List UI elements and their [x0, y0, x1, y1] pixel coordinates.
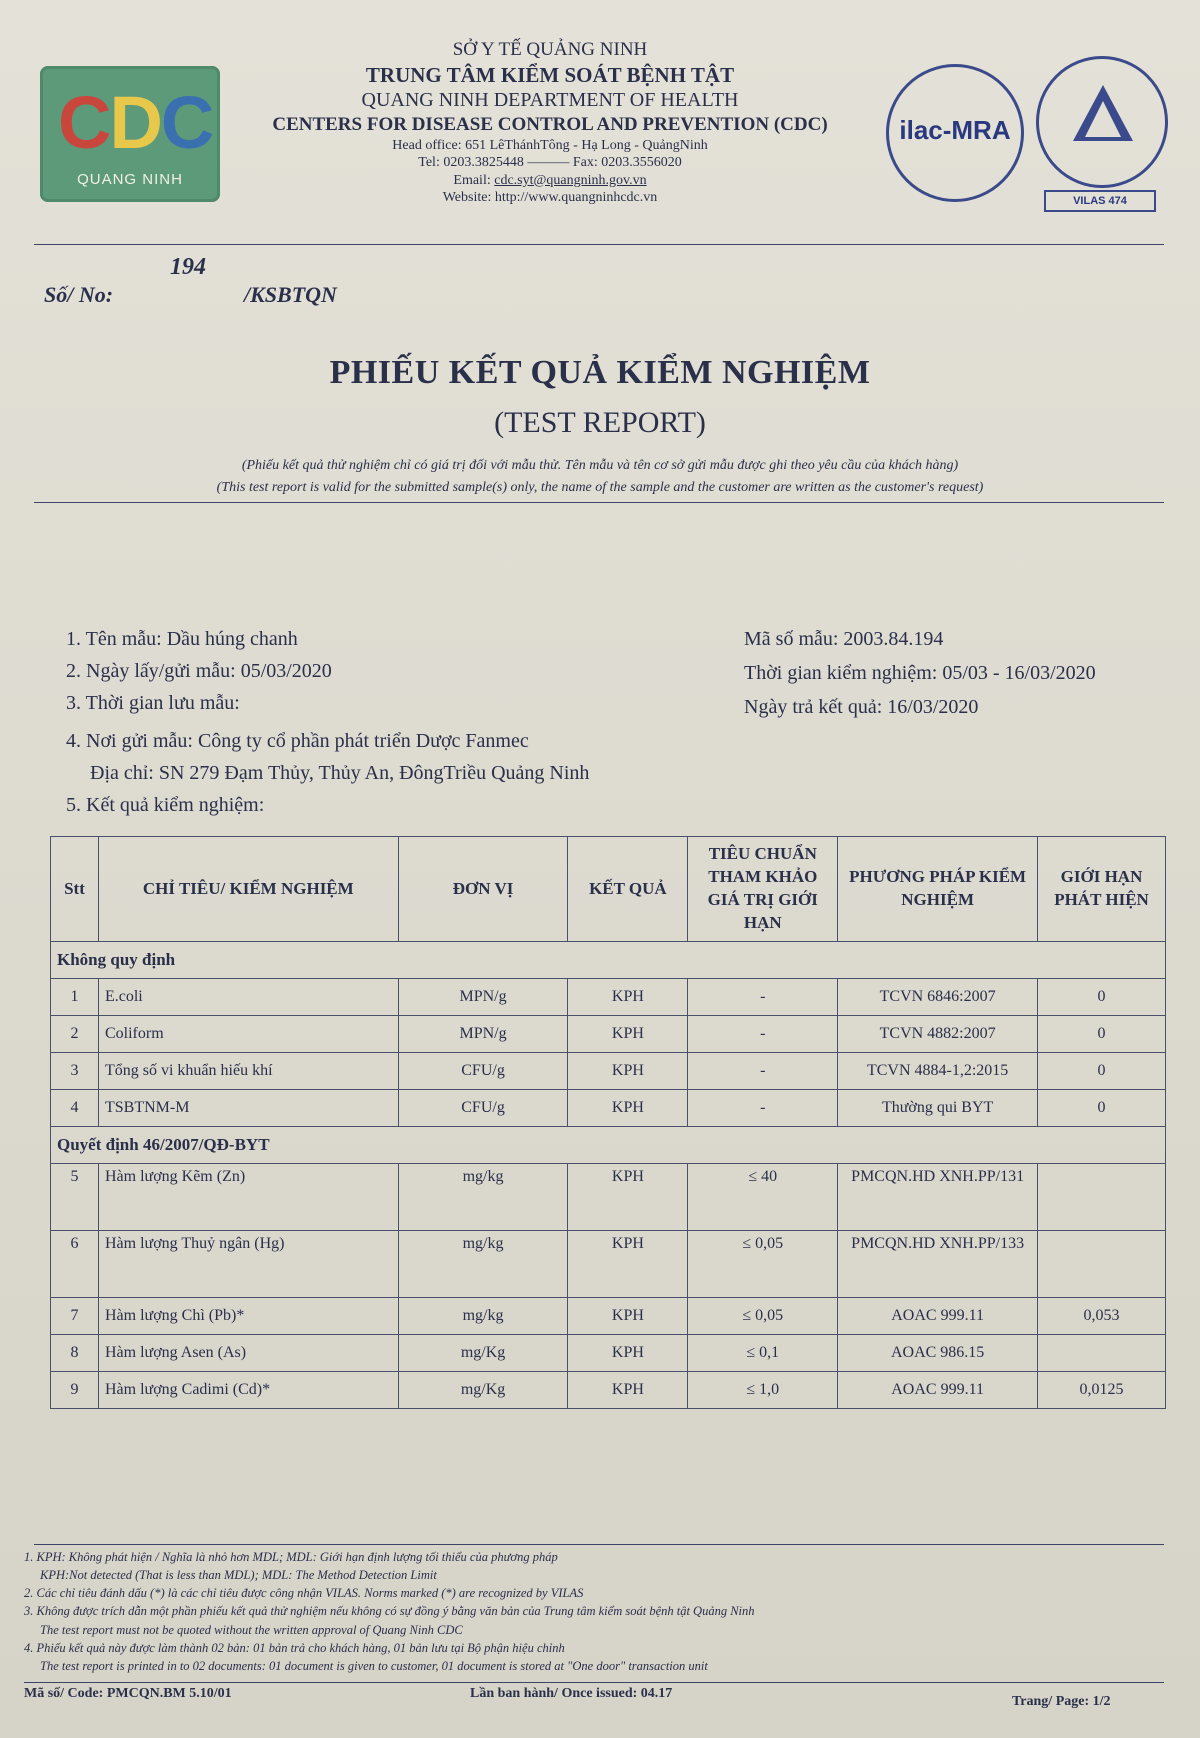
- document-number-label: Số/ No:: [44, 282, 114, 307]
- phone-fax: Tel: 0203.3825448 ——— Fax: 0203.3556020: [418, 155, 682, 171]
- footnote-4-en: The test report is printed in to 02 documents: 01 document is given to customer, 01 document is stored at "One door" transaction unit: [40, 1658, 708, 1673]
- storage-time: 3. Thời gian lưu mẫu:: [66, 692, 240, 714]
- table-row: 6 Hàm lượng Thuỷ ngân (Hg) mg/kg KPH ≤ 0,05 PMCQN.HD XNH.PP/133: [51, 1231, 1166, 1298]
- section-row: Không quy định: [51, 942, 1166, 979]
- results-label: 5. Kết quả kiểm nghiệm:: [66, 794, 265, 816]
- col-header-method: PHƯƠNG PHÁP KIỂM NGHIỆM: [838, 837, 1038, 942]
- note-divider: [34, 502, 1164, 503]
- ilac-mra-seal: [886, 64, 1024, 202]
- boa-accreditation-seal: [1036, 56, 1168, 188]
- cdc-logo: [40, 66, 220, 202]
- center-name: TRUNG TÂM KIỂM SOÁT BỆNH TẬT: [365, 62, 735, 87]
- bottom-divider: [24, 1682, 1164, 1683]
- sample-code: Mã số mẫu: 2003.84.194: [744, 628, 944, 650]
- sample-name: 1. Tên mẫu: Dầu húng chanh: [66, 628, 298, 650]
- return-date: Ngày trả kết quả: 16/03/2020: [744, 696, 979, 718]
- sample-date: 2. Ngày lấy/gửi mẫu: 05/03/2020: [66, 660, 332, 682]
- table-row: 2 Coliform MPN/g KPH - TCVN 4882:2007 0: [51, 1016, 1166, 1053]
- ilac-mra-text: ilac-MRA: [899, 115, 1011, 145]
- results-table: [50, 836, 1166, 1409]
- organization-header: [230, 38, 870, 207]
- footer-divider: [34, 1544, 1164, 1545]
- col-header-indicator: CHỈ TIÊU/ KIỂM NGHIỆM: [98, 837, 398, 942]
- accreditation-triangle-icon: [1073, 85, 1133, 141]
- department-name: SỞ Y TẾ QUẢNG NINH: [452, 39, 648, 60]
- table-row: 9 Hàm lượng Cadimi (Cd)* mg/Kg KPH ≤ 1,0 AOAC 999.11 0,0125: [51, 1372, 1166, 1409]
- validity-note-vi: (Phiếu kết quả thử nghiệm chỉ có giá trị đối với mẫu thử. Tên mẫu và tên cơ sở gửi mẫu được ghi theo yêu cầu của khách hàng): [241, 458, 959, 473]
- email-line: Email: cdc.syt@quangninh.gov.vn: [453, 172, 647, 188]
- head-office: Head office: 651 LêThánhTông - Hạ Long - QuảngNinh: [392, 137, 708, 153]
- document-number-value: 194: [170, 254, 206, 280]
- test-period: Thời gian kiểm nghiệm: 05/03 - 16/03/2020: [744, 662, 1096, 684]
- page-number: Trang/ Page: 1/2: [1012, 1694, 1111, 1709]
- form-code: Mã số/ Code: PMCQN.BM 5.10/01: [24, 1686, 232, 1701]
- table-row: 4 TSBTNM-M CFU/g KPH - Thường qui BYT 0: [51, 1090, 1166, 1127]
- center-name-en: CENTERS FOR DISEASE CONTROL AND PREVENTION (CDC): [272, 114, 828, 135]
- col-header-detection-limit: GIỚI HẠN PHÁT HIỆN: [1038, 837, 1166, 942]
- table-row: 8 Hàm lượng Asen (As) mg/Kg KPH ≤ 0,1 AOAC 986.15: [51, 1335, 1166, 1372]
- table-row: 1 E.coli MPN/g KPH - TCVN 6846:2007 0: [51, 979, 1166, 1016]
- sender: 4. Nơi gửi mẫu: Công ty cổ phần phát triển Dược Fanmec: [66, 730, 529, 752]
- cdc-logo-subtitle: QUANG NINH: [77, 171, 183, 188]
- table-header-row: [51, 837, 1166, 942]
- footnote-3: 3. Không được trích dẫn một phần phiếu kết quả thử nghiệm nếu không có sự đồng ý bằng văn bản của Trung tâm kiểm soát bệnh tật Quảng Ninh: [24, 1604, 755, 1619]
- website-line: Website: http://www.quangninhcdc.vn: [442, 190, 658, 206]
- validity-note-en: (This test report is valid for the submitted sample(s) only, the name of the sample and the customer are written as the customer's request): [216, 480, 984, 495]
- sender-address: Địa chỉ: SN 279 Đạm Thủy, Thủy An, ĐôngTriều Quảng Ninh: [90, 762, 590, 784]
- page-subtitle: (TEST REPORT): [494, 406, 706, 439]
- col-header-unit: ĐƠN VỊ: [398, 837, 568, 942]
- department-name-en: QUANG NINH DEPARTMENT OF HEALTH: [361, 89, 739, 111]
- footnotes: [24, 1548, 1164, 1675]
- col-header-result: KẾT QUẢ: [568, 837, 688, 942]
- footnote-2: 2. Các chỉ tiêu đánh dấu (*) là các chỉ tiêu được công nhận VILAS. Norms marked (*) are recognized by VILAS: [24, 1586, 584, 1601]
- page-title: PHIẾU KẾT QUẢ KIỂM NGHIỆM: [329, 354, 871, 391]
- col-header-limit: TIÊU CHUẨN THAM KHẢO GIÁ TRỊ GIỚI HẠN: [688, 837, 838, 942]
- vilas-label: VILAS 474: [1044, 190, 1156, 212]
- col-header-stt: Stt: [51, 837, 99, 942]
- email-link[interactable]: cdc.syt@quangninh.gov.vn: [494, 172, 647, 188]
- header-divider: [34, 244, 1164, 245]
- fax: Fax: 0203.3556020: [572, 155, 682, 171]
- footnote-1: 1. KPH: Không phát hiện / Nghĩa là nhỏ hơn MDL; MDL: Giới hạn định lượng tối thiểu của phương pháp: [24, 1550, 558, 1564]
- table-row: 3 Tổng số vi khuẩn hiếu khí CFU/g KPH - TCVN 4884-1,2:2015 0: [51, 1053, 1166, 1090]
- website-link[interactable]: http://www.quangninhcdc.vn: [494, 190, 658, 206]
- footnote-3-en: The test report must not be quoted without the written approval of Quang Ninh CDC: [40, 1622, 463, 1637]
- table-row: 5 Hàm lượng Kẽm (Zn) mg/kg KPH ≤ 40 PMCQN.HD XNH.PP/131: [51, 1164, 1166, 1231]
- cdc-logo-letters: CDC: [58, 81, 213, 164]
- footnote-1-en: KPH:Not detected (That is less than MDL); MDL: The Method Detection Limit: [40, 1568, 437, 1583]
- table-row: 7 Hàm lượng Chì (Pb)* mg/kg KPH ≤ 0,05 AOAC 999.11 0,053: [51, 1298, 1166, 1335]
- section-row: Quyết định 46/2007/QĐ-BYT: [51, 1127, 1166, 1164]
- issue-number: Lần ban hành/ Once issued: 04.17: [470, 1686, 673, 1701]
- footnote-4: 4. Phiếu kết quả này được làm thành 02 bản: 01 bản trả cho khách hàng, 01 bản lưu tại Bộ phận hiệu chỉnh: [24, 1640, 565, 1655]
- phone: Tel: 0203.3825448: [418, 155, 524, 171]
- document-number-suffix: /KSBTQN: [244, 282, 337, 307]
